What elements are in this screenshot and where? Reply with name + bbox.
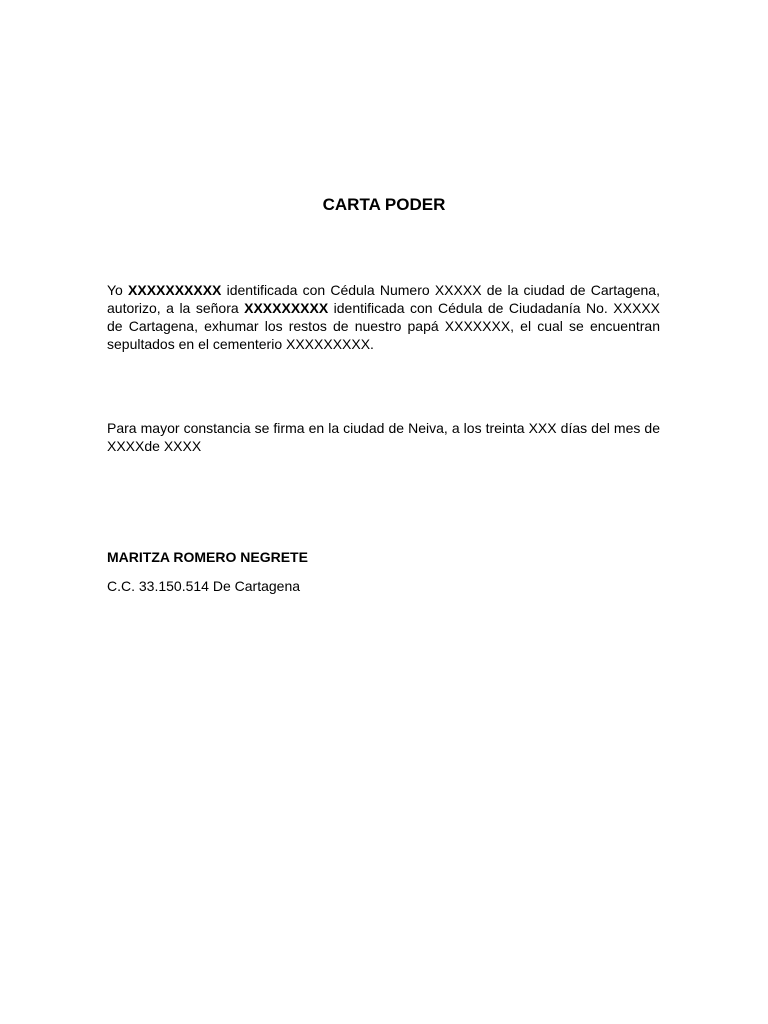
grantor-name: XXXXXXXXXX [128,282,222,298]
document-title: CARTA PODER [322,195,446,214]
paragraph-text-segment: Yo [107,282,129,298]
grantee-name: XXXXXXXXX [244,300,329,316]
signer-id: C.C. 33.150.514 De Cartagena [107,578,301,594]
constancy-paragraph: Para mayor constancia se firma en la ciudad de Neiva, a los treinta XXX días del mes de XXXXde XXXX [107,420,660,454]
paragraph-text-segment: identificada con Cédula Numero XXXXX de la ciudad de Cartagena, autorizo, a la señora [107,282,660,316]
paragraph-text-segment: identificada con Cédula de Ciudadanía No. XXXXX de Cartagena, exhumar los restos de nuestro papá XXXXXXX, el cual se encuentran sepultados en el cementerio XXXXXXXXX. [107,300,660,352]
authorization-paragraph [107,281,660,353]
signer-name: MARITZA ROMERO NEGRETE [107,549,308,565]
